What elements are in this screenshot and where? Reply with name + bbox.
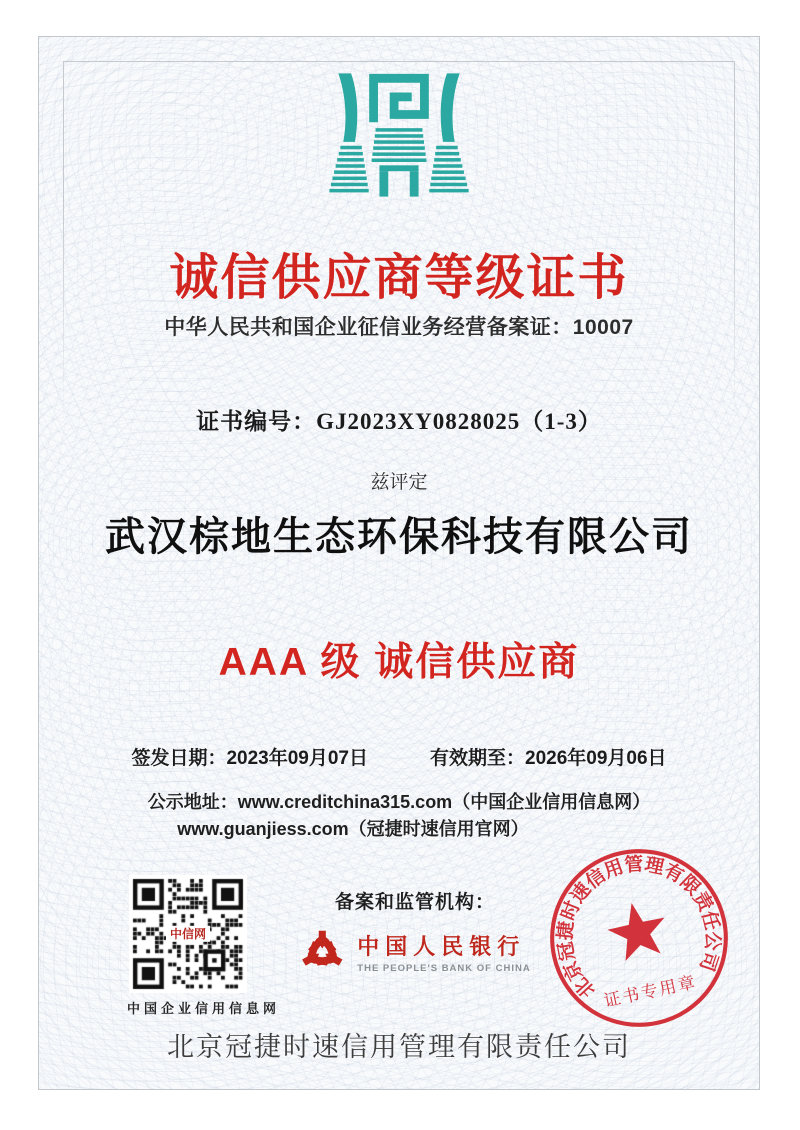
valid-until-date: 有效期至：2026年09月06日 — [430, 748, 667, 769]
regulator-heading: 备案和监管机构： — [334, 892, 495, 913]
pboc-emblem-icon — [299, 929, 345, 975]
center-stripes — [372, 128, 427, 162]
publicity-address-line2: www.guanjiess.com（冠捷时速信用官网） — [177, 819, 529, 839]
pboc-logo — [299, 929, 530, 975]
left-stripes — [329, 146, 368, 193]
pboc-name-cn: 中国人民银行 — [357, 934, 526, 959]
seal-company-text: 北京冠捷时速信用管理有限责任公司 — [555, 854, 723, 1002]
certificate-number: 证书编号：GJ2023XY0828025（1-3） — [196, 409, 602, 434]
seal-star-icon — [603, 897, 671, 963]
right-stripes — [429, 146, 468, 193]
grade-text: AAA 级 诚信供应商 — [218, 641, 580, 684]
seal-caption-text: 证书专用章 — [602, 972, 699, 1011]
qr-center-label: 中信网 — [166, 926, 210, 942]
certificate-title: 诚信供应商等级证书 — [169, 251, 629, 305]
company-seal — [544, 843, 734, 1033]
qr-caption: 中国企业信用信息网 — [127, 1001, 281, 1016]
pboc-name-en: THE PEOPLE'S BANK OF CHINA — [357, 963, 531, 974]
dates-row — [39, 743, 759, 770]
registration-subtitle: 中华人民共和国企业征信业务经营备案证：10007 — [164, 316, 634, 339]
issuer-company-name: 北京冠捷时速信用管理有限责任公司 — [167, 1032, 631, 1062]
issue-date: 签发日期：2023年09月07日 — [131, 748, 368, 769]
company-name: 武汉棕地生态环保科技有限公司 — [105, 514, 693, 559]
guanjie-logo-icon — [311, 71, 487, 199]
certificate-sheet — [38, 36, 760, 1090]
publicity-address-line1: 公示地址：www.creditchina315.com（中国企业信用信息网） — [147, 792, 651, 812]
assessment-intro: 兹评定 — [370, 472, 428, 493]
